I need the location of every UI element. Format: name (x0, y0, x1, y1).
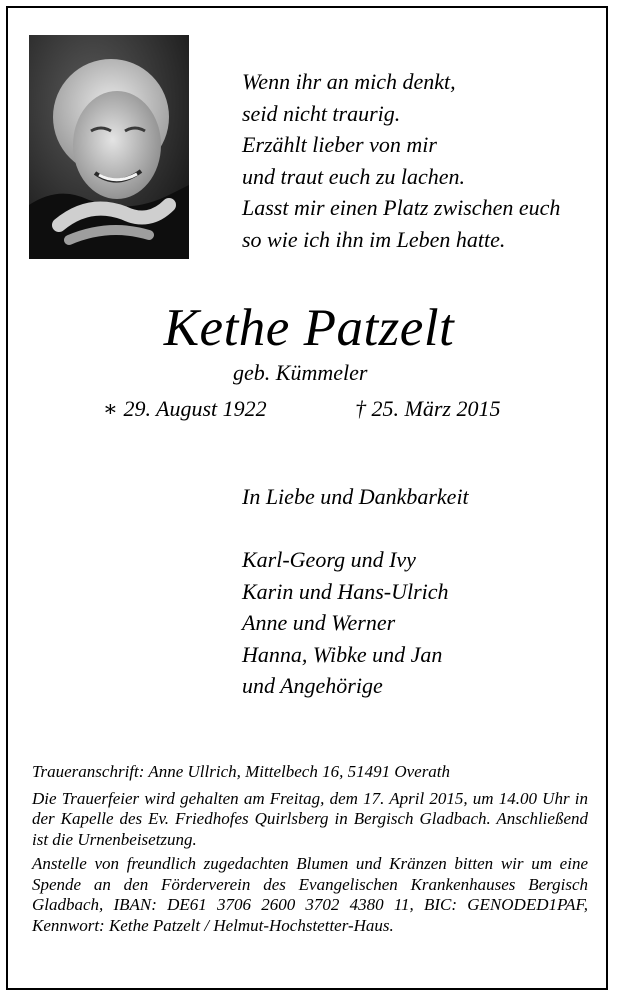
poem-line: Erzählt lieber von mir (242, 132, 437, 157)
mourner-entry: Hanna, Wibke und Jan (242, 641, 443, 667)
closing-line: In Liebe und Dankbarkeit (242, 484, 469, 509)
mourner-entry: und Angehörige (242, 673, 383, 698)
mourner-entry: Anne und Werner (242, 610, 396, 635)
ceremony-info: Die Trauerfeier wird gehalten am Freitag, dem 17. April 2015, um 14.00 Uhr in der Kapelle des Ev. Friedhofes Quirlsberg in Bergisch Gladbach. Anschließend ist die Urnenbeisetzung. (32, 788, 588, 849)
notice-footer (32, 762, 588, 940)
mourner-entry: Karin und Hans-Ulrich (242, 578, 449, 604)
mourner-entry: Karl-Georg und Ivy (242, 547, 416, 572)
deceased-name: Kethe Patzelt (163, 299, 455, 357)
donation-info: Anstelle von freundlich zugedachten Blumen und Kränzen bitten wir um eine Spende an den Förderverein des Evangelischen Krankenhauses Bergisch Gladbach, IBAN: DE61 3706 2600 3702 4380 11, BIC: GENODED1PAF, Kennwort: Kethe Patzelt / Helmut-Hochstetter-Haus. (32, 854, 588, 935)
death-date: † 25. März 2015 (355, 396, 501, 421)
poem-line: Wenn ihr an mich denkt, (242, 69, 456, 94)
poem-line: so wie ich ihn im Leben hatte. (242, 226, 506, 252)
maiden-name: geb. Kümmeler (233, 360, 368, 385)
mourners-list (242, 544, 449, 702)
birth-date: ∗ 29. August 1922 (103, 396, 267, 421)
poem-line: und traut euch zu lachen. (242, 163, 466, 189)
poem-line: Lasst mir einen Platz zwischen euch (242, 195, 561, 220)
memorial-poem (242, 66, 602, 255)
portrait-photo (29, 35, 189, 259)
mourning-address: Traueranschrift: Anne Ullrich, Mittelbech 16, 51491 Overath (32, 762, 451, 781)
poem-line: seid nicht traurig. (242, 100, 401, 126)
